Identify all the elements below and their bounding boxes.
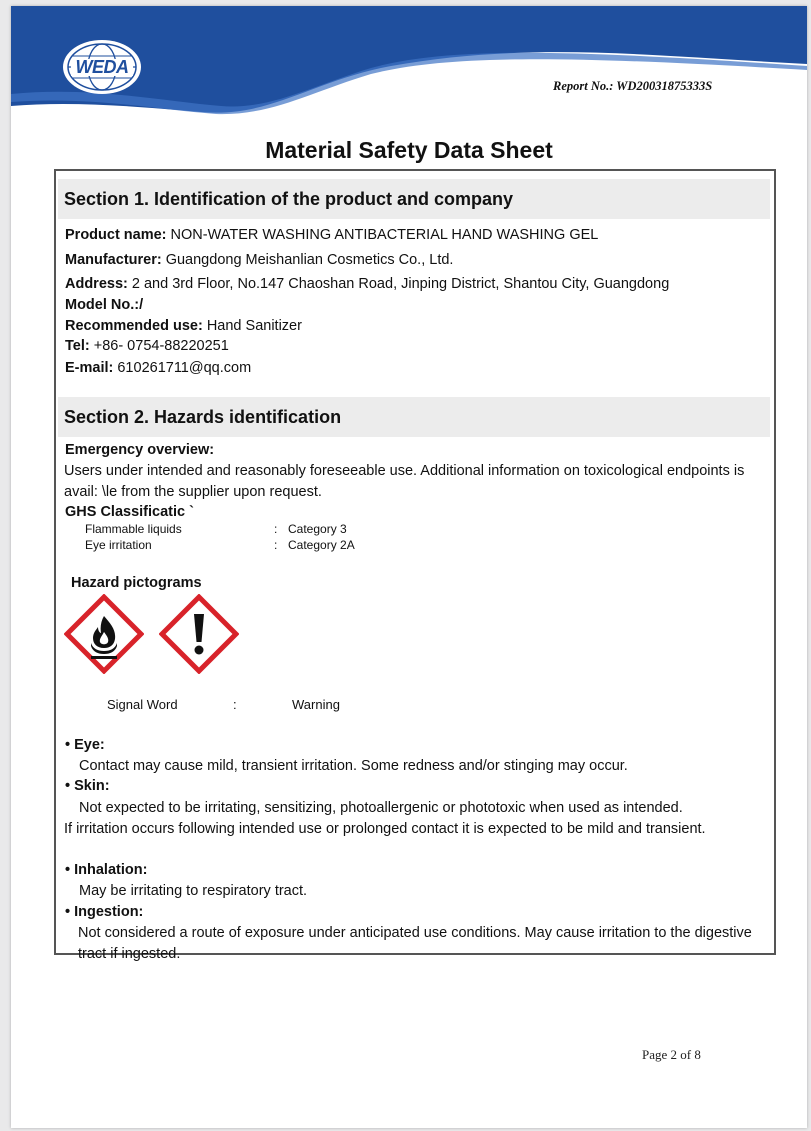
- model-line: Model No.:/: [65, 297, 144, 313]
- document-page: [11, 6, 807, 1128]
- weda-logo: [61, 38, 143, 96]
- skin-text-2: If irritation occurs following intended use or prolonged contact it is expected to be mild and transient.: [64, 821, 706, 837]
- manufacturer-line: Manufacturer: Guangdong Meishanlian Cosmetics Co., Ltd.: [65, 252, 454, 268]
- tel-line: Tel: +86- 0754-88220251: [65, 338, 229, 354]
- page-number: Page 2 of 8: [642, 1047, 701, 1062]
- emergency-overview-text: Users under intended and reasonably foreseeable use. Additional information on toxicological endpoints is avail: \le from the supplier upon request.: [64, 463, 745, 500]
- inhalation-label: • Inhalation:: [65, 862, 148, 878]
- emergency-overview-label: Emergency overview:: [65, 442, 215, 458]
- exclamation-icon: [159, 594, 239, 674]
- section1-heading: Section 1. Identification of the product and company: [58, 179, 770, 219]
- eye-text: Contact may cause mild, transient irritation. Some redness and/or stinging may occur.: [79, 758, 628, 774]
- logo-text: WEDA: [75, 57, 129, 77]
- product-name-line: Product name: NON-WATER WASHING ANTIBACTERIAL HAND WASHING GEL: [65, 227, 599, 243]
- content-box: [54, 169, 776, 962]
- ghs-row-name: Flammable liquids: [85, 522, 182, 536]
- ghs-row-category: Category 2A: [288, 538, 355, 552]
- ghs-label: GHS Classificatic `: [65, 504, 194, 520]
- section2-heading: Section 2. Hazards identification: [58, 397, 770, 437]
- document-title: Material Safety Data Sheet: [265, 137, 553, 163]
- ingestion-label: • Ingestion:: [65, 904, 144, 920]
- skin-label: • Skin:: [65, 778, 110, 794]
- email-line: E-mail: 610261711@qq.com: [65, 360, 252, 376]
- hazard-pictograms-label: Hazard pictograms: [71, 575, 202, 591]
- signal-word-label: Signal Word: [107, 697, 178, 712]
- address-line: Address: 2 and 3rd Floor, No.147 Chaoshan Road, Jinping District, Shantou City, Guangdong: [65, 276, 670, 292]
- inhalation-text: May be irritating to respiratory tract.: [79, 883, 308, 899]
- ghs-row-sep: :: [274, 522, 278, 536]
- signal-word-sep: :: [233, 697, 237, 712]
- ghs-row-name: Eye irritation: [85, 538, 152, 552]
- ghs-row-sep: :: [274, 538, 278, 552]
- recommended-use-line: Recommended use: Hand Sanitizer: [65, 318, 302, 334]
- skin-text-1: Not expected to be irritating, sensitizing, photoallergenic or phototoxic when used as intended.: [79, 800, 683, 816]
- flame-icon: [64, 594, 144, 674]
- signal-word-value: Warning: [292, 697, 340, 712]
- eye-label: • Eye:: [65, 737, 105, 753]
- report-number: Report No.: WD20031875333S: [553, 79, 713, 93]
- ghs-row-category: Category 3: [288, 522, 347, 536]
- ingestion-text: Not considered a route of exposure under anticipated use conditions. May cause irritation to the digestive tract if ingested.: [78, 925, 752, 962]
